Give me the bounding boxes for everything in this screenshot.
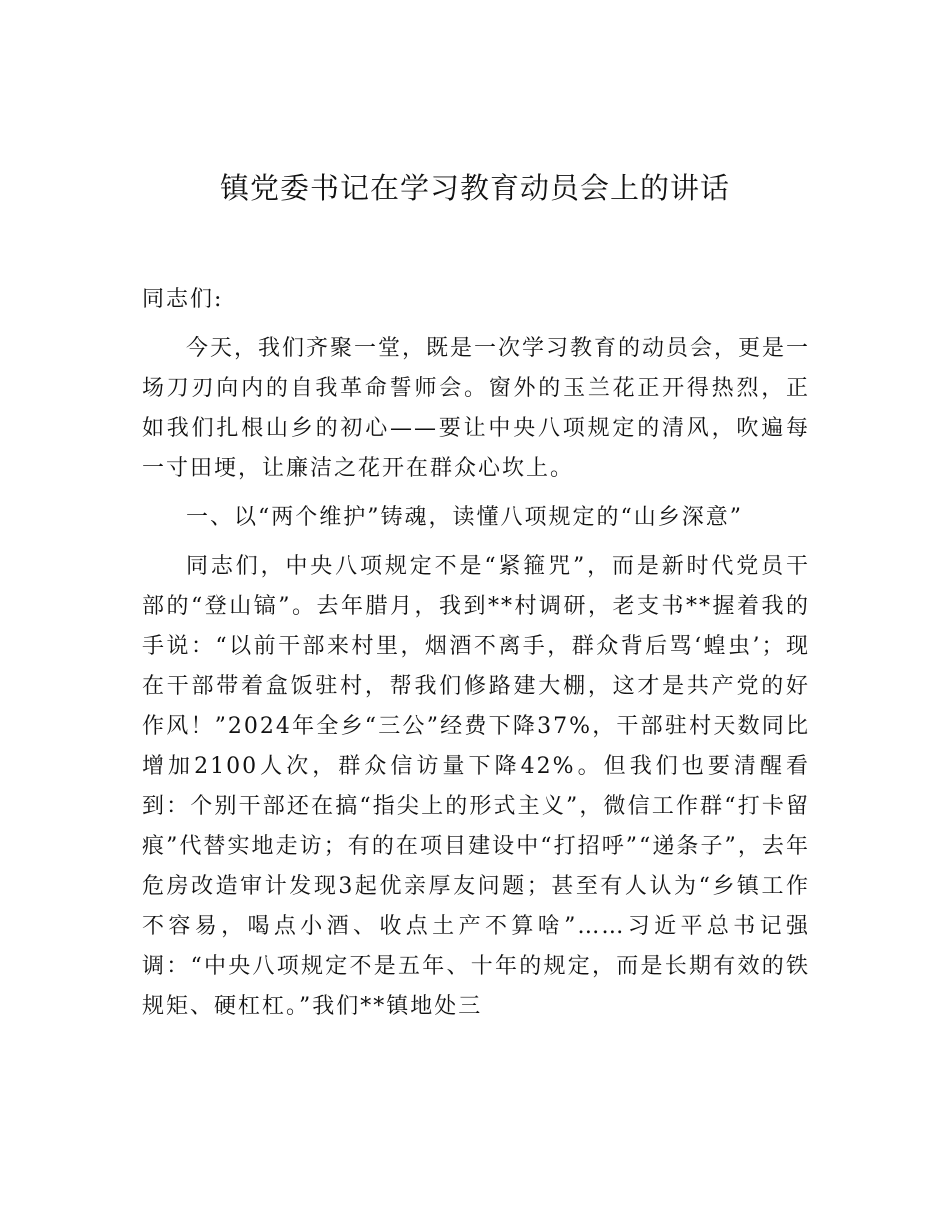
section-heading: 一、以“两个维护”铸魂，读懂八项规定的“山乡深意” [186, 505, 743, 530]
document-body [142, 280, 810, 1036]
opening-paragraph: 今天，我们齐聚一堂，既是一次学习教育的动员会，更是一场刀刃向内的自我革命誓师会。窗外的玉兰花正开得热烈，正如我们扎根山乡的初心——要让中央八项规定的清风，吹遍每一寸田埂，让廉洁之花开在群众心坎上。 [142, 336, 811, 481]
salutation: 同志们: [142, 287, 224, 312]
section-paragraph: 同志们，中央八项规定不是“紧箍咒”，而是新时代党员干部的“登山镐”。去年腊月，我到**村调研，老支书**握着我的手说：“以前干部来村里，烟酒不离手，群众背后骂‘蝗虫’；现在干部带着盒饭驻村，帮我们修路建大棚，这才是共产党的好作风！”2024年全乡“三公”经费下降37%，干部驻村天数同比增加2100人次，群众信访量下降42%。但我们也要清醒看到：个别干部还在搞“指尖上的形式主义”，微信工作群“打卡留痕”代替实地走访；有的在项目建设中“打招呼”“递条子”，去年危房改造审计发现3起优亲厚友问题；甚至有人认为“乡镇工作不容易，喝点小酒、收点土产不算啥”……习近平总书记强调：“中央八项规定不是五年、十年的规定，而是长期有效的铁规矩、硬杠杠。”我们**镇地处三 [142, 554, 810, 1019]
document-title: 镇党委书记在学习教育动员会上的讲话 [219, 171, 730, 205]
